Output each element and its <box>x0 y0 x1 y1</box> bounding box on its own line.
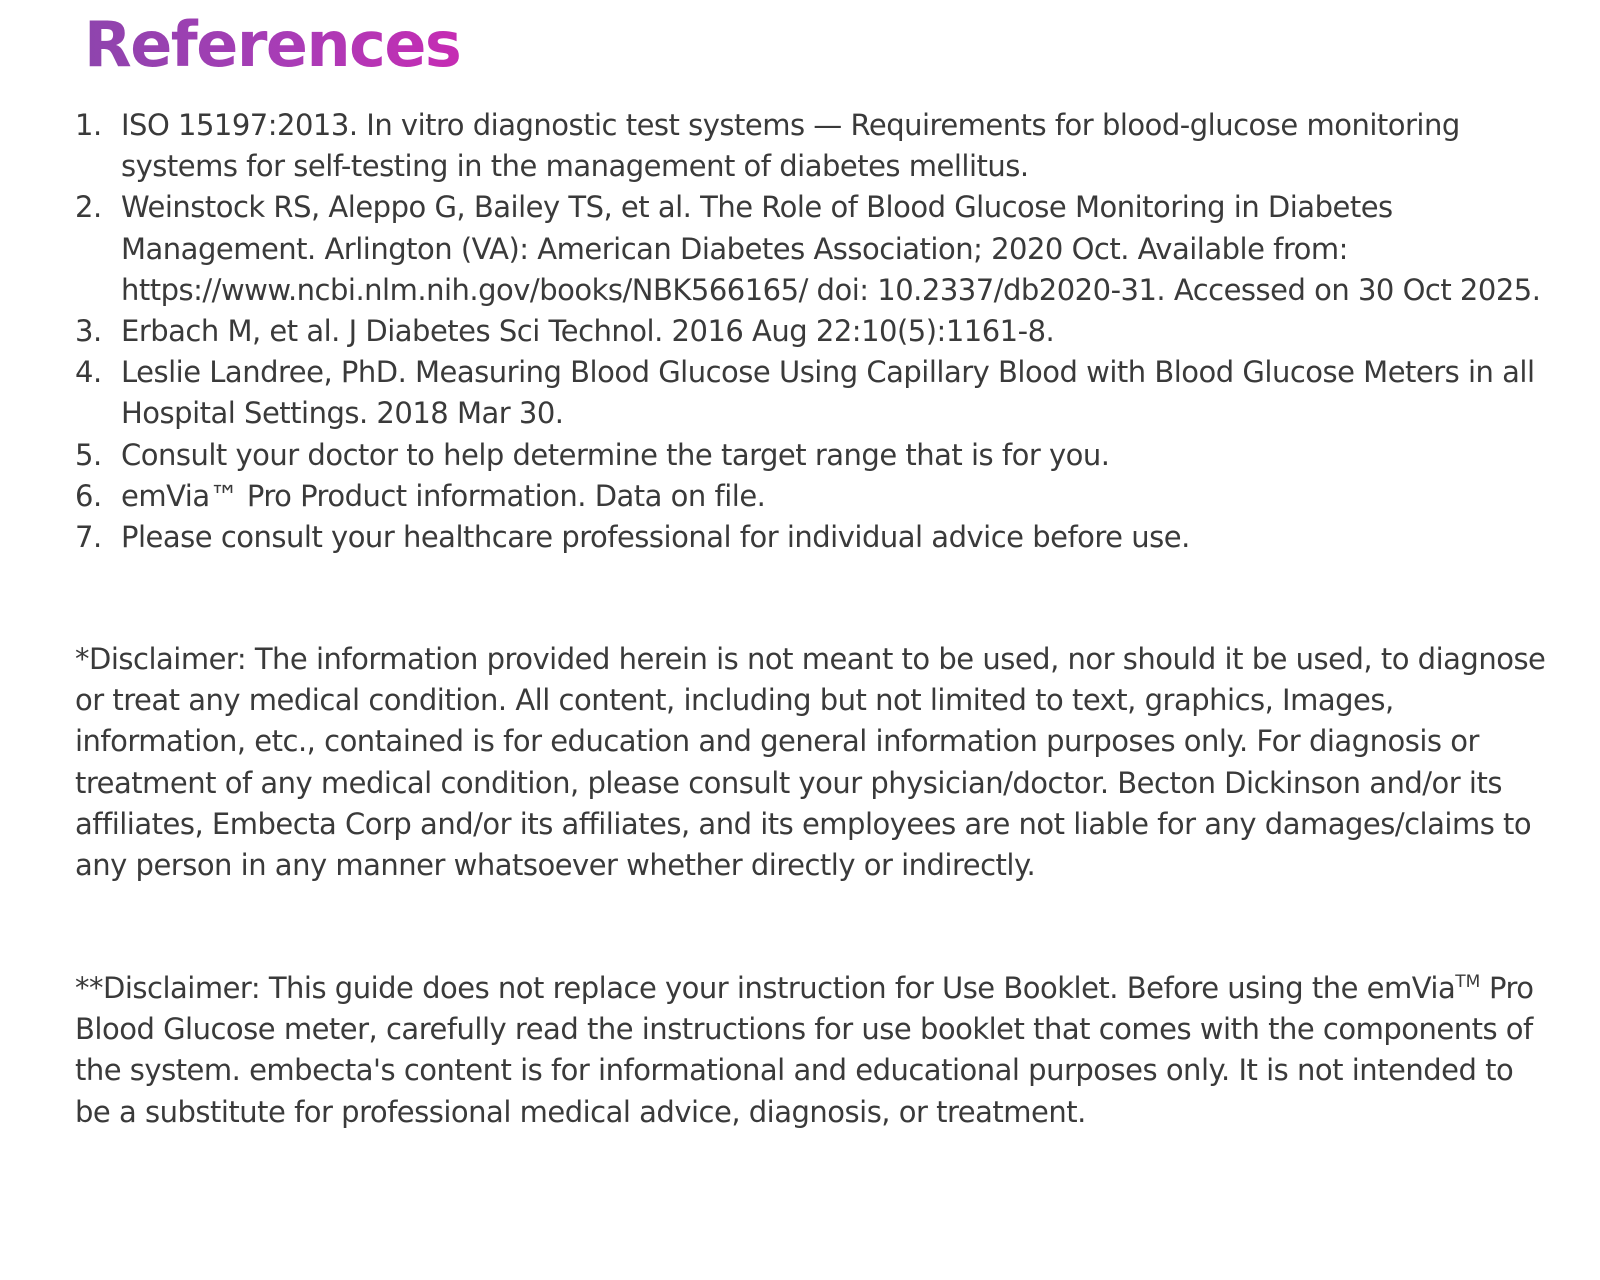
usage-disclaimer <box>75 968 1555 1133</box>
reference-text: ISO 15197:2013. In vitro diagnostic test systems — Requirements for blood-glucose monitoring systems for self-testing in the management of diabetes mellitus. <box>121 108 1460 184</box>
references-list <box>75 105 1555 558</box>
usage-disclaimer-text-end: Pro Blood Glucose meter, carefully read the instructions for use booklet that comes with the components of the system. embecta's content is for informational and educational purposes only. It is not intended to be a substitute for professional medical advice, diagnosis, or treatment. <box>75 971 1534 1129</box>
reference-number: 6. <box>75 478 102 513</box>
trademark-mark: TM <box>1455 972 1481 992</box>
reference-number: 2. <box>75 190 102 225</box>
reference-text: Erbach M, et al. J Diabetes Sci Technol. 2016 Aug 22:10(5):1161-8. <box>121 314 1055 349</box>
page-title: References <box>84 8 461 81</box>
reference-item <box>75 187 1555 311</box>
reference-number: 7. <box>75 520 102 555</box>
reference-number: 4. <box>75 355 102 390</box>
reference-item <box>75 311 1555 352</box>
reference-item <box>75 435 1555 476</box>
reference-number: 5. <box>75 437 102 472</box>
medical-disclaimer: *Disclaimer: The information provided herein is not meant to be used, nor should it be used, to diagnose or treat any medical condition. All content, including but not limited to text, graphics, Images, information, etc., contained is for education and general information purposes only. For diagnosis or treatment of any medical condition, please consult your physician/doctor. Becton Dickinson and/or its affiliates, Embecta Corp and/or its affiliates, and its employees are not liable for any damages/claims to any person in any manner whatsoever whether directly or indirectly. <box>75 642 1546 883</box>
reference-item <box>75 352 1555 434</box>
reference-text: emVia™ Pro Product information. Data on file. <box>121 478 766 513</box>
reference-number: 3. <box>75 314 102 349</box>
reference-item <box>75 517 1555 558</box>
reference-text: Weinstock RS, Aleppo G, Bailey TS, et al. The Role of Blood Glucose Monitoring in Diabetes Management. Arlington (VA): American Diabetes Association; 2020 Oct. Available from: https://www.ncbi.nlm.nih.gov/books/NBK566165/ doi: 10.2337/db2020-31. Accessed on 30 Oct 2025. <box>121 190 1541 307</box>
reference-text: Please consult your healthcare professional for individual advice before use. <box>121 520 1190 555</box>
reference-item <box>75 105 1555 187</box>
usage-disclaimer-text-start: **Disclaimer: This guide does not replace your instruction for Use Booklet. Before using the emVia <box>75 971 1456 1005</box>
reference-item <box>75 476 1555 517</box>
reference-text: Leslie Landree, PhD. Measuring Blood Glucose Using Capillary Blood with Blood Glucose Meters in all Hospital Settings. 2018 Mar 30. <box>121 355 1535 431</box>
reference-number: 1. <box>75 108 102 142</box>
reference-text: Consult your doctor to help determine the target range that is for you. <box>121 437 1110 472</box>
